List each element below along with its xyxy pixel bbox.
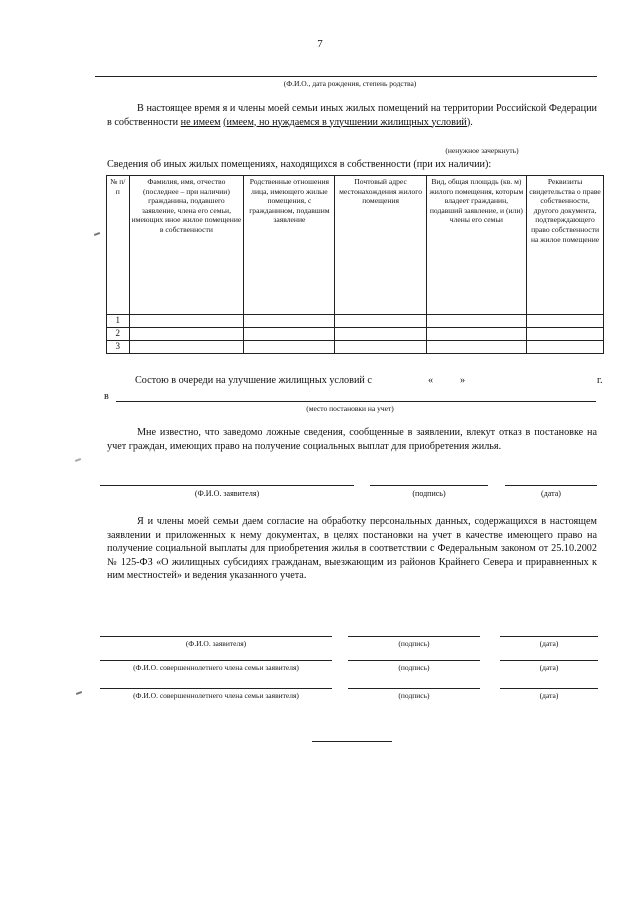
option-not-have[interactable]: не имеем [180,116,221,128]
sign2b-name-caption: (Ф.И.О. совершеннолетнего члена семьи заявителя) [133,663,299,672]
sign1-sign-caption: (подпись) [412,489,446,498]
queue-text: Состою в очереди на улучшение жилищных условий с [135,375,372,386]
sign2b-sign-line[interactable] [348,660,480,661]
sign2b-name-line[interactable] [100,660,332,661]
table-cell[interactable] [426,328,526,341]
option-have-need[interactable]: (имеем, но нуждаемся в улучшении жилищных условий) [223,116,471,128]
sign2b-date-caption: (дата) [539,663,559,672]
sign1-sign-line[interactable] [370,485,488,486]
table-row [107,315,604,328]
sign2a-sign-line[interactable] [348,636,480,637]
sign1-name-caption: (Ф.И.О. заявителя) [194,489,260,498]
sign1-name-line[interactable] [100,485,354,486]
sign2b-date-line[interactable] [500,660,598,661]
statement-period: . [470,116,473,128]
table-cell[interactable] [244,315,335,328]
row-number: 2 [107,328,130,341]
table-cell[interactable] [335,328,426,341]
col-docs: Реквизиты свидетельства о праве собственности, другого документа, подтверждающего право собственности на жилое помещение [527,176,604,315]
scan-mark [76,691,82,695]
table-row [107,328,604,341]
row-number: 1 [107,315,130,328]
table-cell[interactable] [244,341,335,354]
consent-paragraph: Я и члены моей семьи даем согласие на обработку персональных данных, содержащихся в настоящем заявлении и приложенных к нему документах, в целях постановки на учет в качестве имеющего право на получение социальной выплаты для приобретения жилья в соответствии с Федеральным законом от 25.10.2002 № 125-ФЗ «О жилищных субсидиях гражданам, выезжающим из районов Крайнего Севера и приравненных к ним местностей» и ведения указанного учета. [107,516,597,581]
sign1-date-line[interactable] [505,485,597,486]
col-num: № п/п [107,176,130,315]
table-cell[interactable] [335,341,426,354]
scan-mark [75,458,81,462]
table-cell[interactable] [129,315,244,328]
sign2c-name-line[interactable] [100,688,332,689]
sign2a-name-caption: (Ф.И.О. заявителя) [185,639,247,648]
col-relation: Родственные отношения лица, имеющего жилые помещения, с гражданином, подавшим заявление [244,176,335,315]
end-rule [312,741,392,742]
queue-quote-close: » [460,375,466,386]
col-address: Почтовый адрес местонахождения жилого помещения [335,176,426,315]
sign2a-date-line[interactable] [500,636,598,637]
property-table [106,175,604,354]
queue-caption: (место постановки на учет) [306,404,394,413]
table-cell[interactable] [335,315,426,328]
table-cell[interactable] [527,315,604,328]
sign1-date-caption: (дата) [541,489,561,498]
sign2a-date-caption: (дата) [539,639,559,648]
warning-paragraph: Мне известно, что заведомо ложные сведения, сообщенные в заявлении, влекут отказ в постановке на учет граждан, имеющих право на получение социальных выплат для приобретения жилья. [107,427,597,452]
queue-quote-open: « [428,375,434,386]
strike-note: (ненужное зачеркнуть) [445,146,519,155]
queue-in-label: в [104,391,109,402]
col-area: Вид, общая площадь (кв. м) жилого помещения, которым владеет гражданин, подавший заявление, и (или) члены его семьи [426,176,526,315]
table-row [107,341,604,354]
col-fio: Фамилия, имя, отчество (последнее – при наличии) гражданина, подавшего заявление, члена его семьи, имеющих иное жилое помещение в собственности [129,176,244,315]
sign2c-date-line[interactable] [500,688,598,689]
queue-year: г. [597,375,603,386]
sign2b-sign-caption: (подпись) [398,663,430,672]
table-cell[interactable] [426,315,526,328]
sign2c-date-caption: (дата) [539,691,559,700]
scan-mark [94,232,100,236]
table-cell[interactable] [244,328,335,341]
statement-lead: В настоящее время я и члены моей семьи иных жилых помещений на территории Российской Федерации в собственности [107,103,597,128]
sign2c-sign-line[interactable] [348,688,480,689]
row-number: 3 [107,341,130,354]
table-cell[interactable] [129,328,244,341]
sign2c-name-caption: (Ф.И.О. совершеннолетнего члена семьи заявителя) [133,691,299,700]
sign2a-name-line[interactable] [100,636,332,637]
table-cell[interactable] [527,341,604,354]
sign2c-sign-caption: (подпись) [398,691,430,700]
table-cell[interactable] [129,341,244,354]
table-cell[interactable] [426,341,526,354]
queue-place-line[interactable] [116,401,596,402]
page-number: 7 [317,38,323,50]
table-cell[interactable] [527,328,604,341]
housing-statement [107,102,597,129]
info-title: Сведения об иных жилых помещениях, находящихся в собственности (при их наличии): [107,159,492,170]
name-caption: (Ф.И.О., дата рождения, степень родства) [283,79,417,88]
sign2a-sign-caption: (подпись) [398,639,430,648]
name-line[interactable] [95,76,597,77]
